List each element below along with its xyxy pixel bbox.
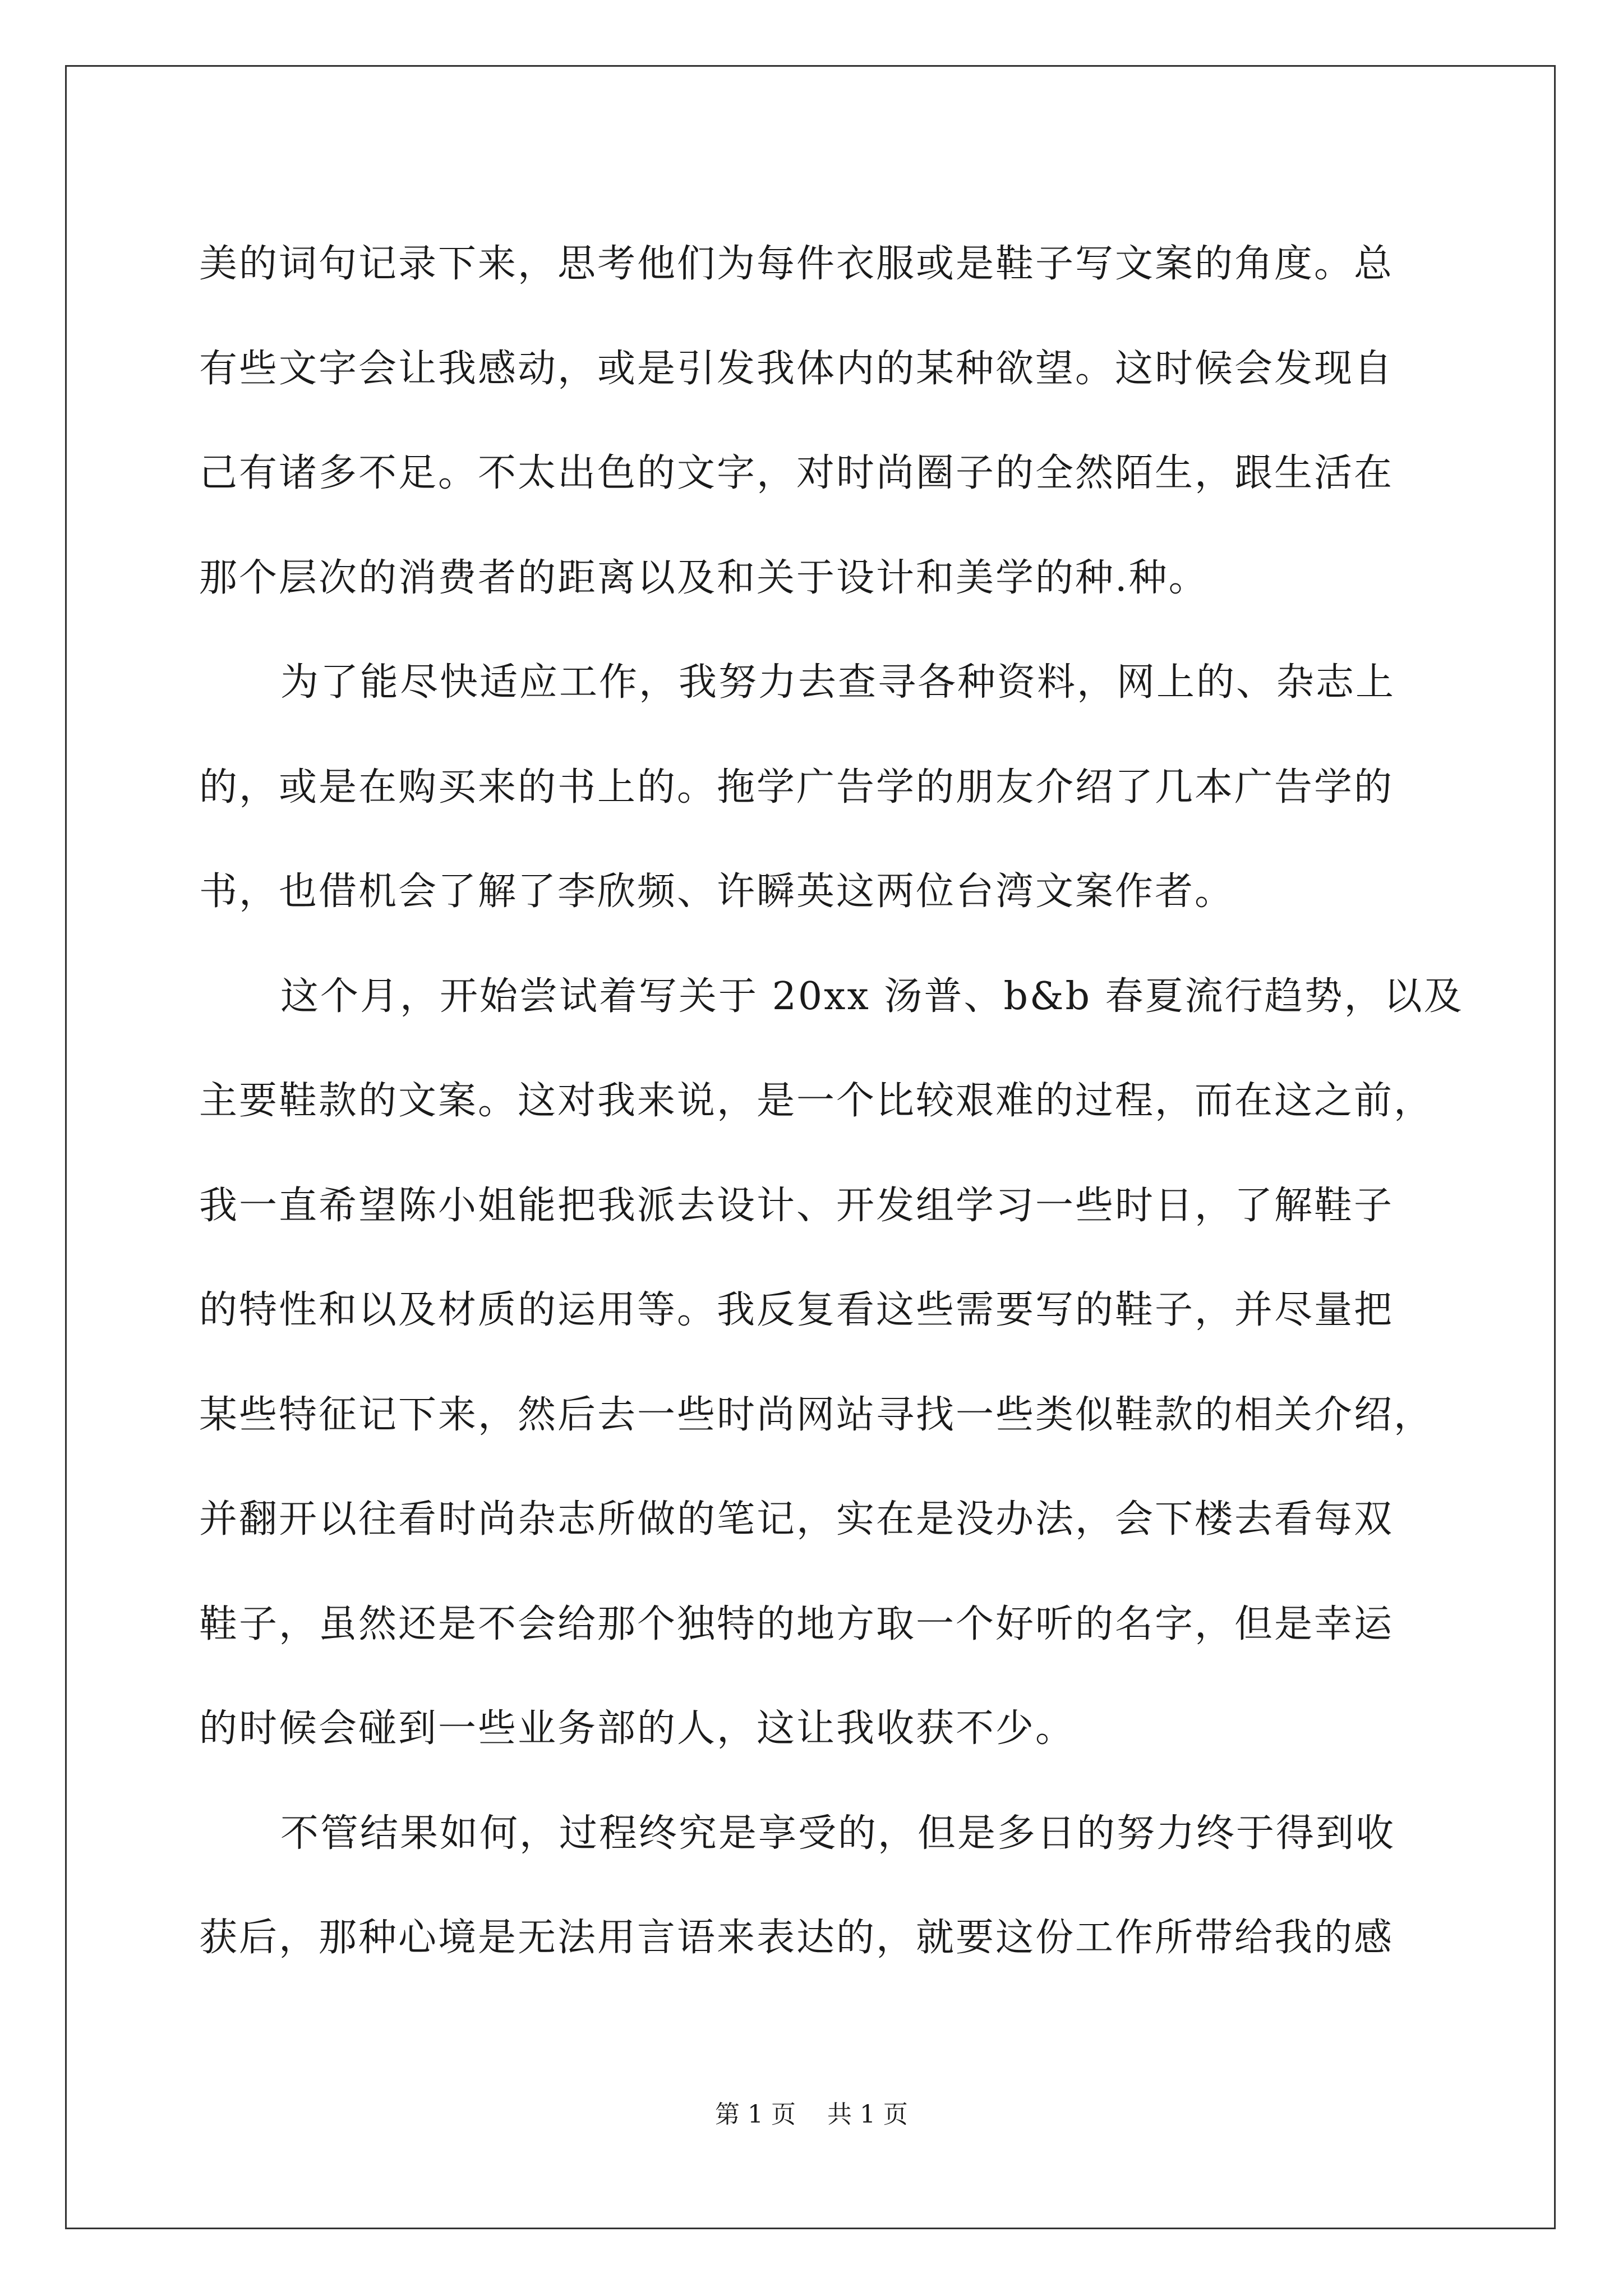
text-line: 的时候会碰到一些业务部的人，这让我收获不少。 [199, 1706, 1076, 1751]
text-line: 那个层次的消费者的距离以及和关于设计和美学的种.种。 [199, 555, 1209, 600]
text-line: 某些特征记下来，然后去一些时尚网站寻找一些类似鞋款的相关介绍， [199, 1392, 1434, 1437]
text-line: 己有诸多不足。不太出色的文字，对时尚圈子的全然陌生，跟生活在 [199, 451, 1394, 495]
text-line: 并翻开以往看时尚杂志所做的笔记，实在是没办法，会下楼去看每双 [199, 1497, 1394, 1542]
text-line: 主要鞋款的文案。这对我来说，是一个比较艰难的过程，而在这之前， [199, 1079, 1434, 1123]
text-line: 不管结果如何，过程终究是享受的，但是多日的努力终于得到收 [280, 1811, 1396, 1856]
text-line: 美的词句记录下来，思考他们为每件衣服或是鞋子写文案的角度。总 [199, 242, 1394, 286]
text-line: 有些文字会让我感动，或是引发我体内的某种欲望。这时候会发现自 [199, 346, 1394, 391]
document-body [199, 212, 1464, 1991]
text-line: 我一直希望陈小姐能把我派去设计、开发组学习一些时日，了解鞋子 [199, 1183, 1394, 1228]
text-line: 鞋子，虽然还是不会给那个独特的地方取一个好听的名字，但是幸运 [199, 1602, 1394, 1646]
page-footer: 第 1 页 共 1 页 [715, 2100, 908, 2129]
text-line: 的特性和以及材质的运用等。我反复看这些需要写的鞋子，并尽量把 [199, 1288, 1394, 1332]
text-line: 为了能尽快适应工作，我努力去查寻各种资料，网上的、杂志上 [280, 660, 1396, 705]
text-line: 获后，那种心境是无法用言语来表达的，就要这份工作所带给我的感 [199, 1916, 1394, 1960]
text-line: 的，或是在购买来的书上的。拖学广告学的朋友介绍了几本广告学的 [199, 765, 1394, 809]
text-line: 这个月，开始尝试着写关于 20xx 汤普、b&b 春夏流行趋势，以及 [280, 974, 1464, 1019]
text-line: 书，也借机会了解了李欣频、许瞬英这两位台湾文案作者。 [199, 869, 1235, 914]
